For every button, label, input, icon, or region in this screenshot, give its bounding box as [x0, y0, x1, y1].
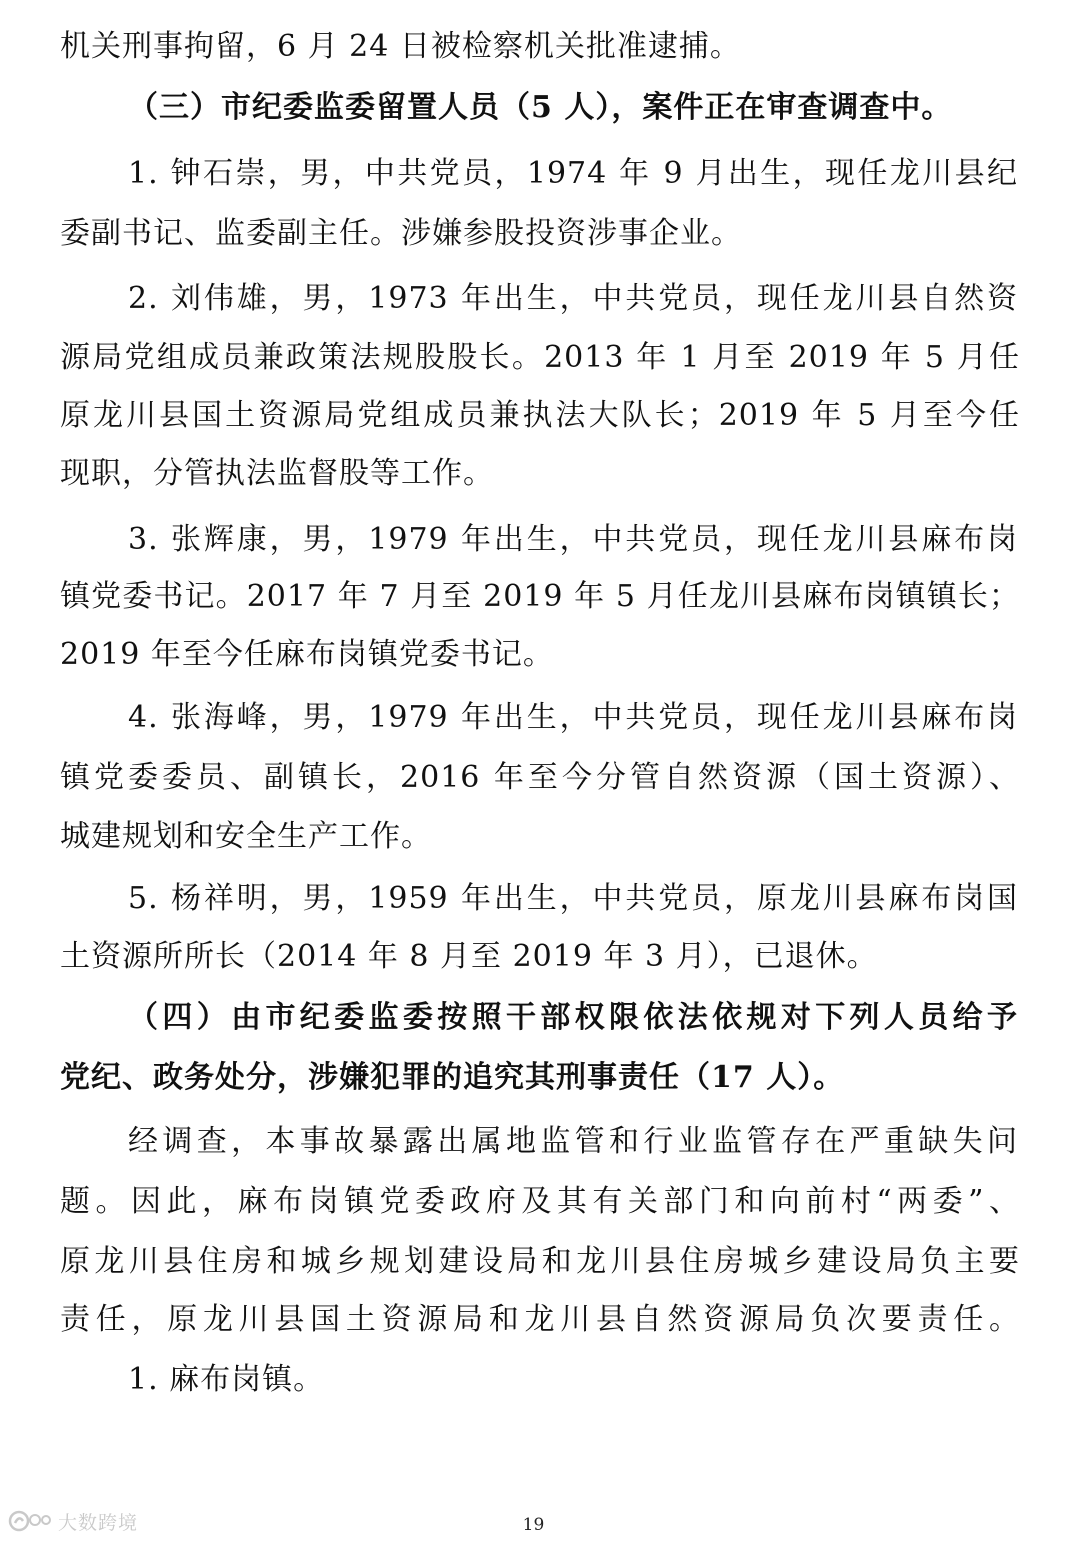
- text-line: 1. 麻布岗镇。: [128, 1362, 325, 1397]
- text-line: 2. 刘伟雄，男，1973 年出生，中共党员，现任龙川县自然资: [128, 281, 1018, 316]
- text-line: 责任，原龙川县国土资源局和龙川县自然资源局负次要责任。: [60, 1302, 1020, 1337]
- text-line: 题。因此，麻布岗镇党委政府及其有关部门和向前村“两委”、: [60, 1184, 1020, 1219]
- watermark-text: 大数跨境: [58, 1511, 139, 1534]
- text-line: 机关刑事拘留，6 月 24 日被检察机关批准逮捕。: [60, 29, 741, 64]
- text-line: 委副书记、监委副主任。涉嫌参股投资涉事企业。: [60, 216, 742, 251]
- text-line: 1. 钟石崇，男，中共党员，1974 年 9 月出生，现任龙川县纪: [128, 156, 1018, 191]
- section-heading: （三）市纪委监委留置人员（5 人），案件正在审查调查中。: [128, 90, 953, 125]
- section-heading-continued: 党纪、政务处分，涉嫌犯罪的追究其刑事责任（17 人）。: [60, 1060, 845, 1095]
- text-line: 现职，分管执法监督股等工作。: [60, 456, 494, 491]
- text-line: 城建规划和安全生产工作。: [60, 819, 432, 854]
- page-number: 19: [522, 1515, 545, 1535]
- text-line: 2019 年至今任麻布岗镇党委书记。: [60, 637, 554, 672]
- text-line: 3. 张辉康，男，1979 年出生，中共党员，现任龙川县麻布岗: [128, 522, 1018, 557]
- text-line: 土资源所所长（2014 年 8 月至 2019 年 3 月），已退休。: [60, 939, 878, 974]
- text-line: 经调查，本事故暴露出属地监管和行业监管存在严重缺失问: [128, 1124, 1018, 1159]
- text-line: 镇党委委员、副镇长，2016 年至今分管自然资源（国土资源）、: [60, 760, 1020, 795]
- text-line: 源局党组成员兼政策法规股股长。2013 年 1 月至 2019 年 5 月任: [60, 340, 1020, 375]
- text-line: 4. 张海峰，男，1979 年出生，中共党员，现任龙川县麻布岗: [128, 700, 1018, 735]
- text-line: 镇党委书记。2017 年 7 月至 2019 年 5 月任龙川县麻布岗镇镇长；: [60, 579, 1020, 614]
- section-heading: （四）由市纪委监委按照干部权限依法依规对下列人员给予: [128, 1000, 1018, 1035]
- text-line: 5. 杨祥明，男，1959 年出生，中共党员，原龙川县麻布岗国: [128, 881, 1018, 916]
- text-line: 原龙川县住房和城乡规划建设局和龙川县住房城乡建设局负主要: [60, 1244, 1020, 1279]
- text-line: 原龙川县国土资源局党组成员兼执法大队长；2019 年 5 月至今任: [60, 398, 1020, 433]
